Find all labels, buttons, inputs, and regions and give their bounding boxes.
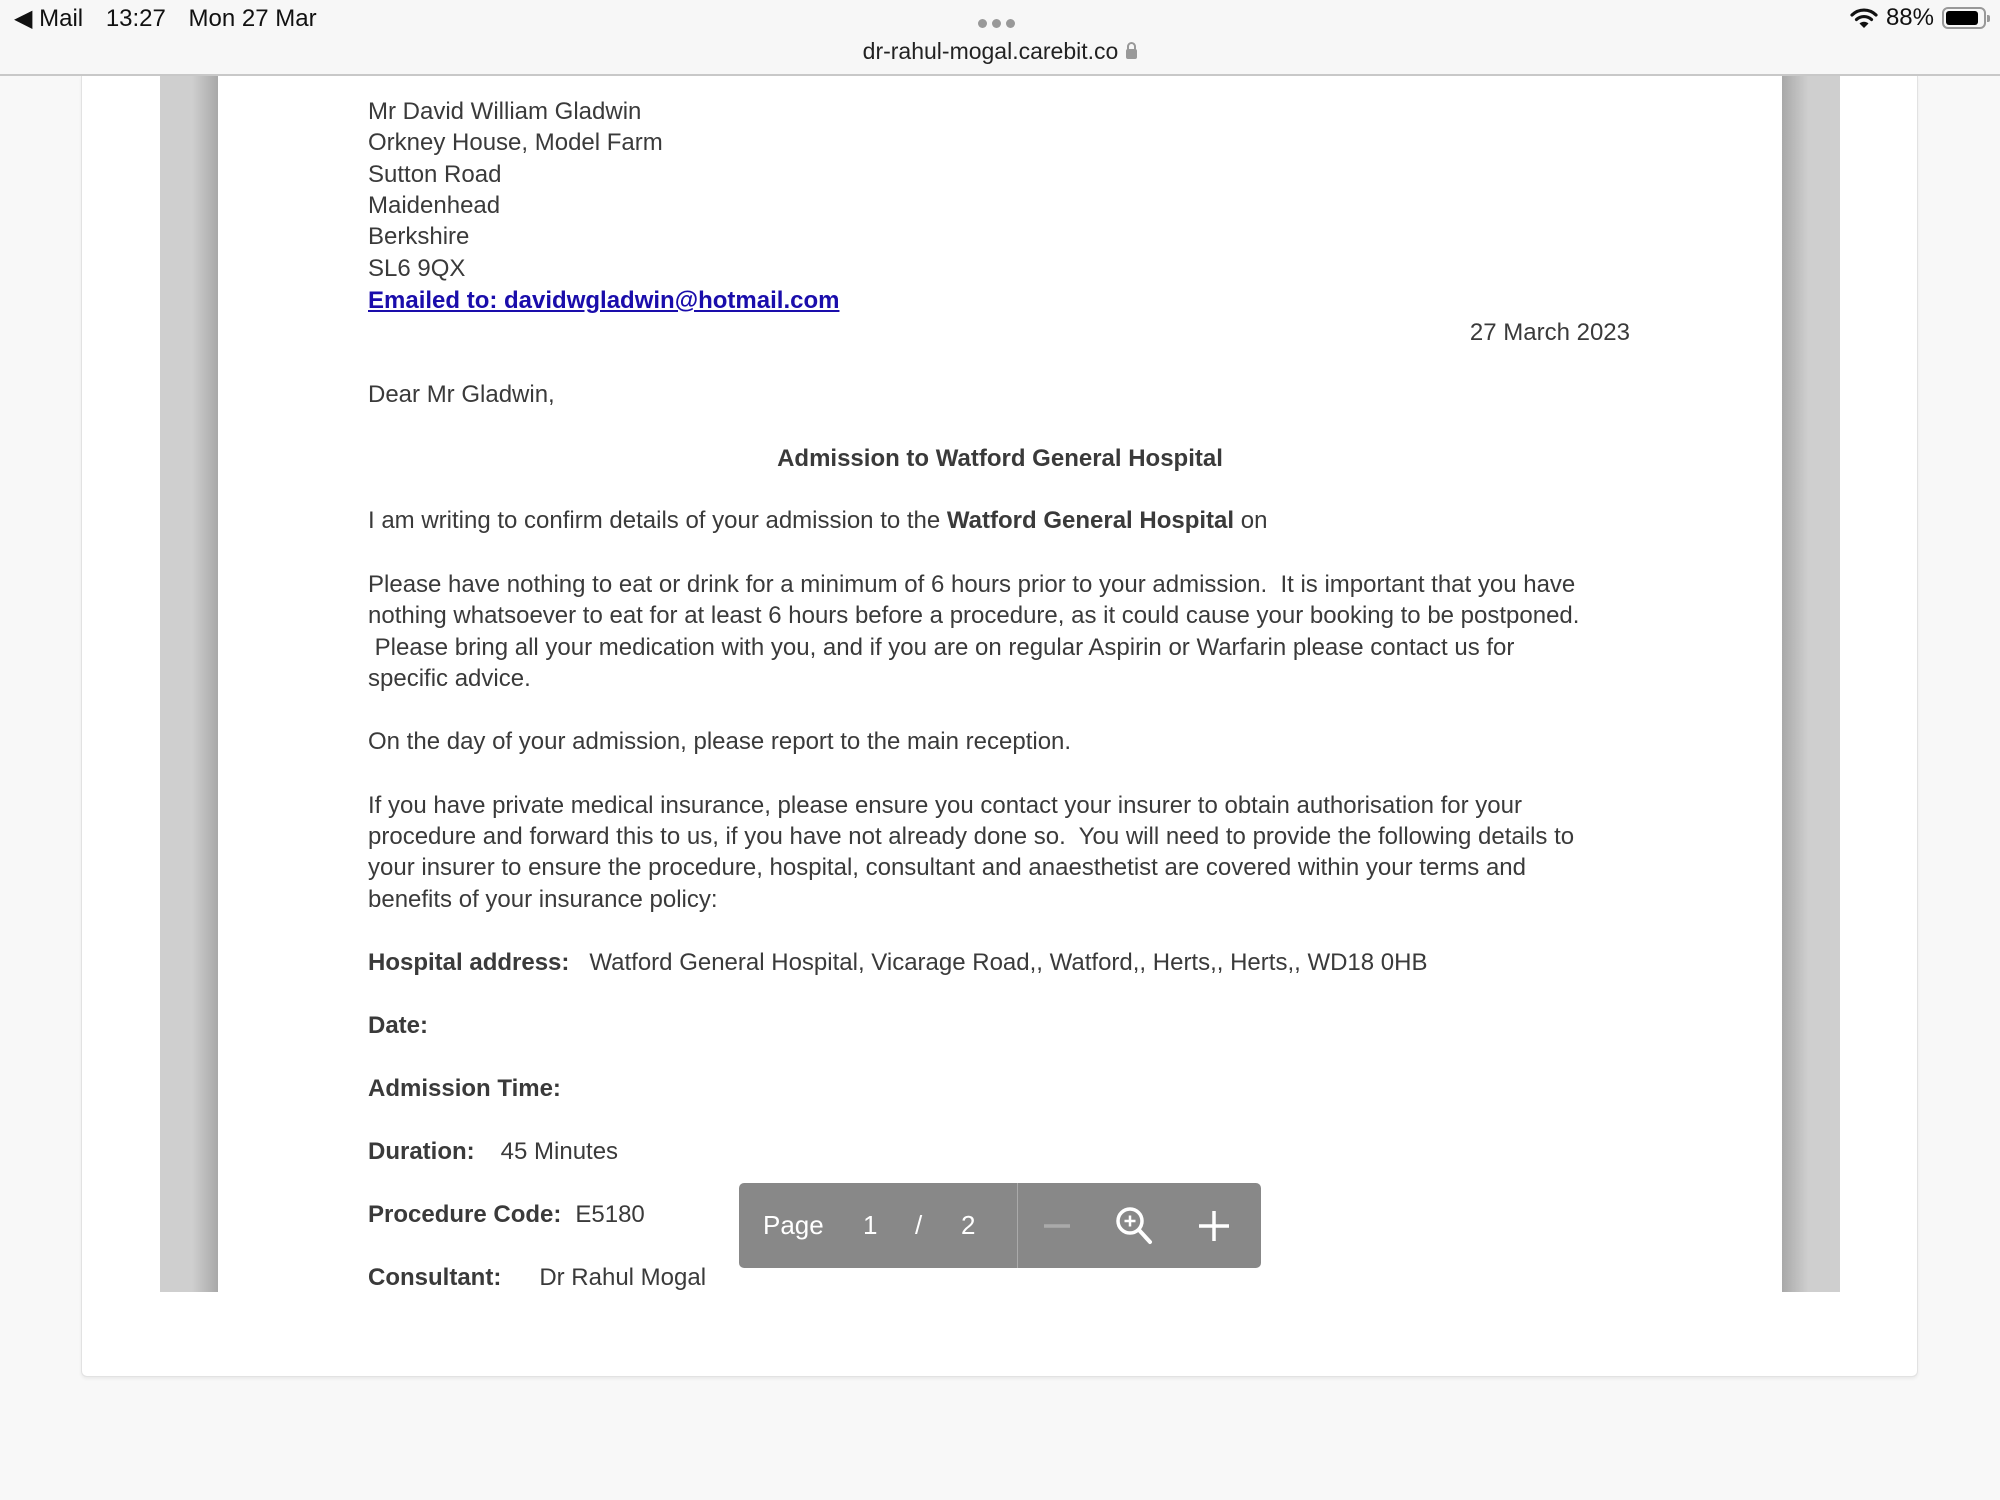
back-to-mail-button[interactable]: ◀ Mail	[14, 5, 84, 32]
recipient-postcode: SL6 9QX	[368, 255, 466, 282]
recipient-address-line: Maidenhead	[368, 192, 501, 219]
status-left	[14, 4, 333, 33]
recipient-address-line: Orkney House, Model Farm	[368, 129, 663, 156]
total-pages: 2	[961, 1210, 976, 1240]
hospital-address-value: Watford General Hospital, Vicarage Road,, Watford,, Herts,, Herts,, WD18 0HB	[589, 949, 1428, 976]
paragraph-fasting-line: Please have nothing to eat or drink for a minimum of 6 hours prior to your admission. It is important that you have	[368, 571, 1576, 598]
current-page-input[interactable]: 1	[863, 1210, 878, 1240]
recipient-address-line: Berkshire	[368, 223, 470, 250]
page-gutter-right	[1782, 76, 1840, 1292]
battery-fill	[1946, 11, 1978, 25]
consultant-label: Consultant:	[368, 1264, 502, 1291]
battery-icon	[1942, 7, 1986, 29]
duration-value: 45 Minutes	[500, 1138, 619, 1165]
zoom-reset-icon[interactable]	[1110, 1201, 1160, 1251]
paragraph-fasting-line: specific advice.	[368, 665, 531, 692]
consultant-row	[368, 1262, 706, 1293]
zoom-out-icon[interactable]	[1032, 1201, 1082, 1251]
status-date: Mon 27 Mar	[188, 5, 317, 32]
paragraph-insurance-line: benefits of your insurance policy:	[368, 886, 718, 913]
duration-label: Duration:	[368, 1138, 475, 1165]
duration-row	[368, 1136, 618, 1167]
procedure-code-label: Procedure Code:	[368, 1201, 562, 1228]
paragraph-fasting-line: Please bring all your medication with you, and if you are on regular Aspirin or Warfarin please contact us for	[368, 634, 1515, 661]
email-link[interactable]: Emailed to: davidwgladwin@hotmail.com	[368, 287, 840, 314]
toolbar-divider	[1017, 1183, 1018, 1268]
more-options-icon[interactable]	[978, 19, 1015, 28]
intro-text: I am writing to confirm details of your admission to the	[368, 507, 947, 534]
hospital-address-row	[368, 947, 1427, 978]
procedure-code-row	[368, 1199, 645, 1230]
hospital-address-label: Hospital address:	[368, 949, 570, 976]
admission-time-label: Admission Time:	[368, 1075, 561, 1102]
date-label: Date:	[368, 1012, 429, 1039]
paragraph-insurance-line: If you have private medical insurance, please ensure you contact your insurer to obtain authorisation for your	[368, 792, 1522, 819]
consultant-value: Dr Rahul Mogal	[539, 1264, 707, 1291]
intro-line	[368, 505, 1267, 536]
letter-page	[218, 76, 1782, 1292]
zoom-in-icon[interactable]	[1189, 1201, 1239, 1251]
salutation: Dear Mr Gladwin,	[368, 381, 555, 408]
wifi-icon	[1850, 7, 1878, 29]
lock-icon	[1126, 49, 1137, 59]
recipient-name: Mr David William Gladwin	[368, 98, 642, 125]
intro-hospital: Watford General Hospital	[946, 507, 1235, 534]
paragraph-insurance-line: procedure and forward this to us, if you have not already done so. You will need to provide the following details to	[368, 823, 1575, 850]
paragraph-reception: On the day of your admission, please report to the main reception.	[368, 728, 1072, 755]
status-time: 13:27	[105, 5, 166, 32]
status-bar	[0, 0, 2000, 76]
procedure-code-value: E5180	[575, 1201, 645, 1228]
paragraph-insurance-line: your insurer to ensure the procedure, hospital, consultant and anaesthetist are covered within your terms and	[368, 854, 1526, 881]
page-separator: /	[915, 1210, 923, 1240]
url-text: dr-rahul-mogal.carebit.co	[862, 38, 1119, 64]
letter-date: 27 March 2023	[1469, 319, 1630, 346]
letter-title: Admission to Watford General Hospital	[777, 445, 1223, 472]
status-right	[1850, 4, 1986, 32]
recipient-address-line: Sutton Road	[368, 161, 502, 188]
pdf-toolbar	[739, 1183, 1261, 1268]
page-label: Page	[763, 1210, 824, 1240]
address-bar[interactable]	[0, 38, 2000, 65]
paragraph-fasting-line: nothing whatsoever to eat for at least 6 hours before a procedure, as it could cause your booking to be postponed.	[368, 602, 1580, 629]
battery-percent: 88%	[1885, 4, 1934, 31]
page-gutter-left	[160, 76, 218, 1292]
intro-after: on	[1234, 507, 1268, 534]
